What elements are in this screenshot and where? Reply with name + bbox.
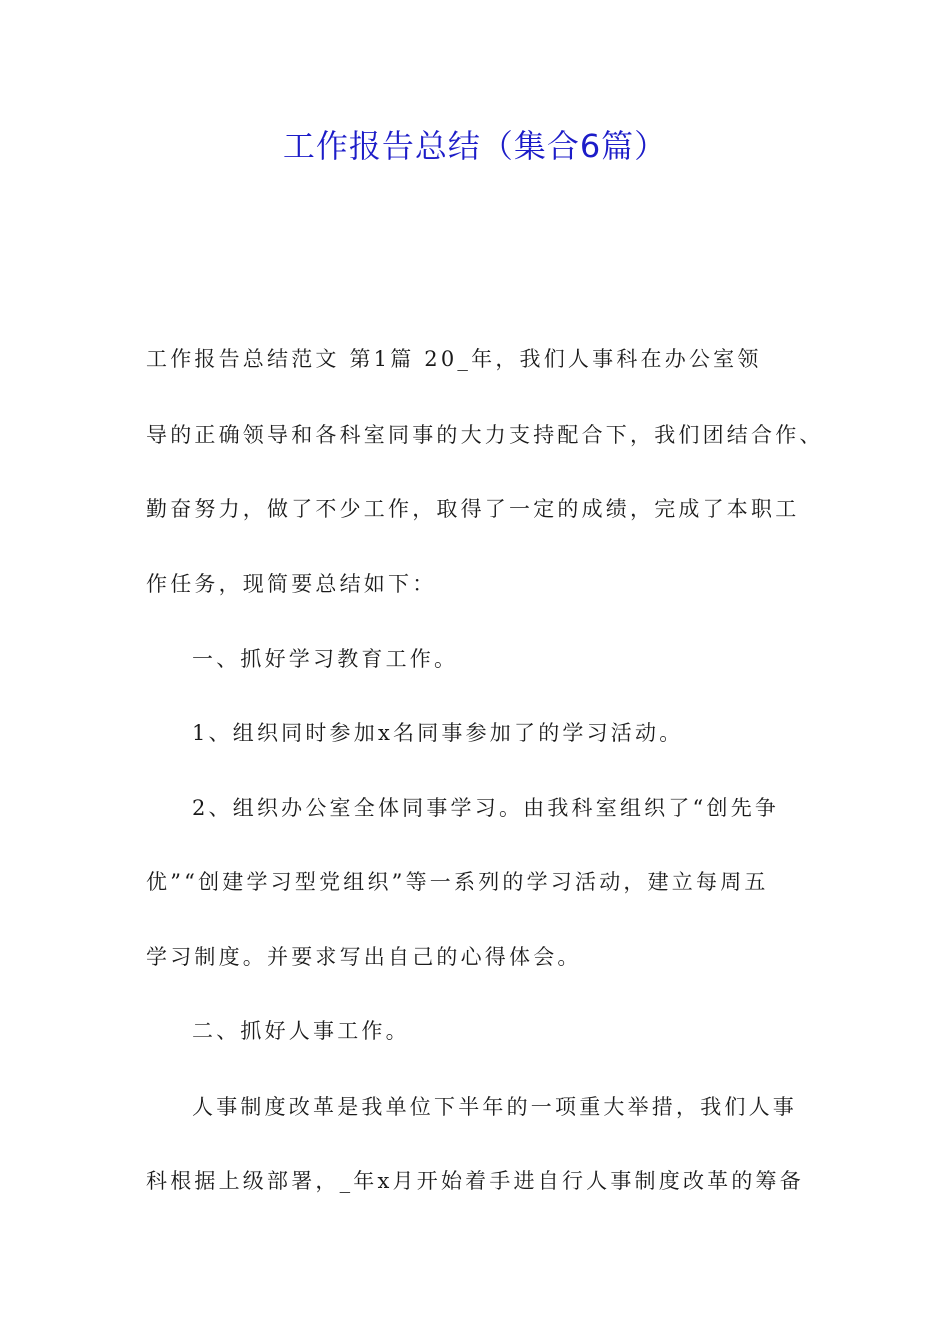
section-heading-1: 一、抓好学习教育工作。 xyxy=(192,647,459,671)
body-line-11: 人事制度改革是我单位下半年的一项重大举措，我们人事 xyxy=(192,1095,797,1119)
body-line-7: 2、组织办公室全体同事学习。由我科室组织了“创先争 xyxy=(192,796,780,820)
body-line-2: 导的正确领导和各科室同事的大力支持配合下，我们团结合作、 xyxy=(146,423,824,447)
document-title: 工作报告总结（集合6篇） xyxy=(282,127,668,165)
body-line-3: 勤奋努力，做了不少工作，取得了一定的成绩，完成了本职工 xyxy=(146,497,800,521)
body-line-6: 1、组织同时参加x名同事参加了的学习活动。 xyxy=(192,721,684,745)
section-heading-2: 二、抓好人事工作。 xyxy=(192,1019,410,1043)
body-line-8: 优”“创建学习型党组织”等一系列的学习活动，建立每周五 xyxy=(146,870,769,894)
body-line-12: 科根据上级部署，_年x月开始着手进自行人事制度改革的筹备 xyxy=(146,1169,804,1193)
body-line-9: 学习制度。并要求写出自己的心得体会。 xyxy=(146,945,582,969)
body-line-1: 工作报告总结范文 第1篇 20_年，我们人事科在办公室领 xyxy=(146,347,762,371)
body-line-4: 作任务，现简要总结如下： xyxy=(146,572,437,596)
